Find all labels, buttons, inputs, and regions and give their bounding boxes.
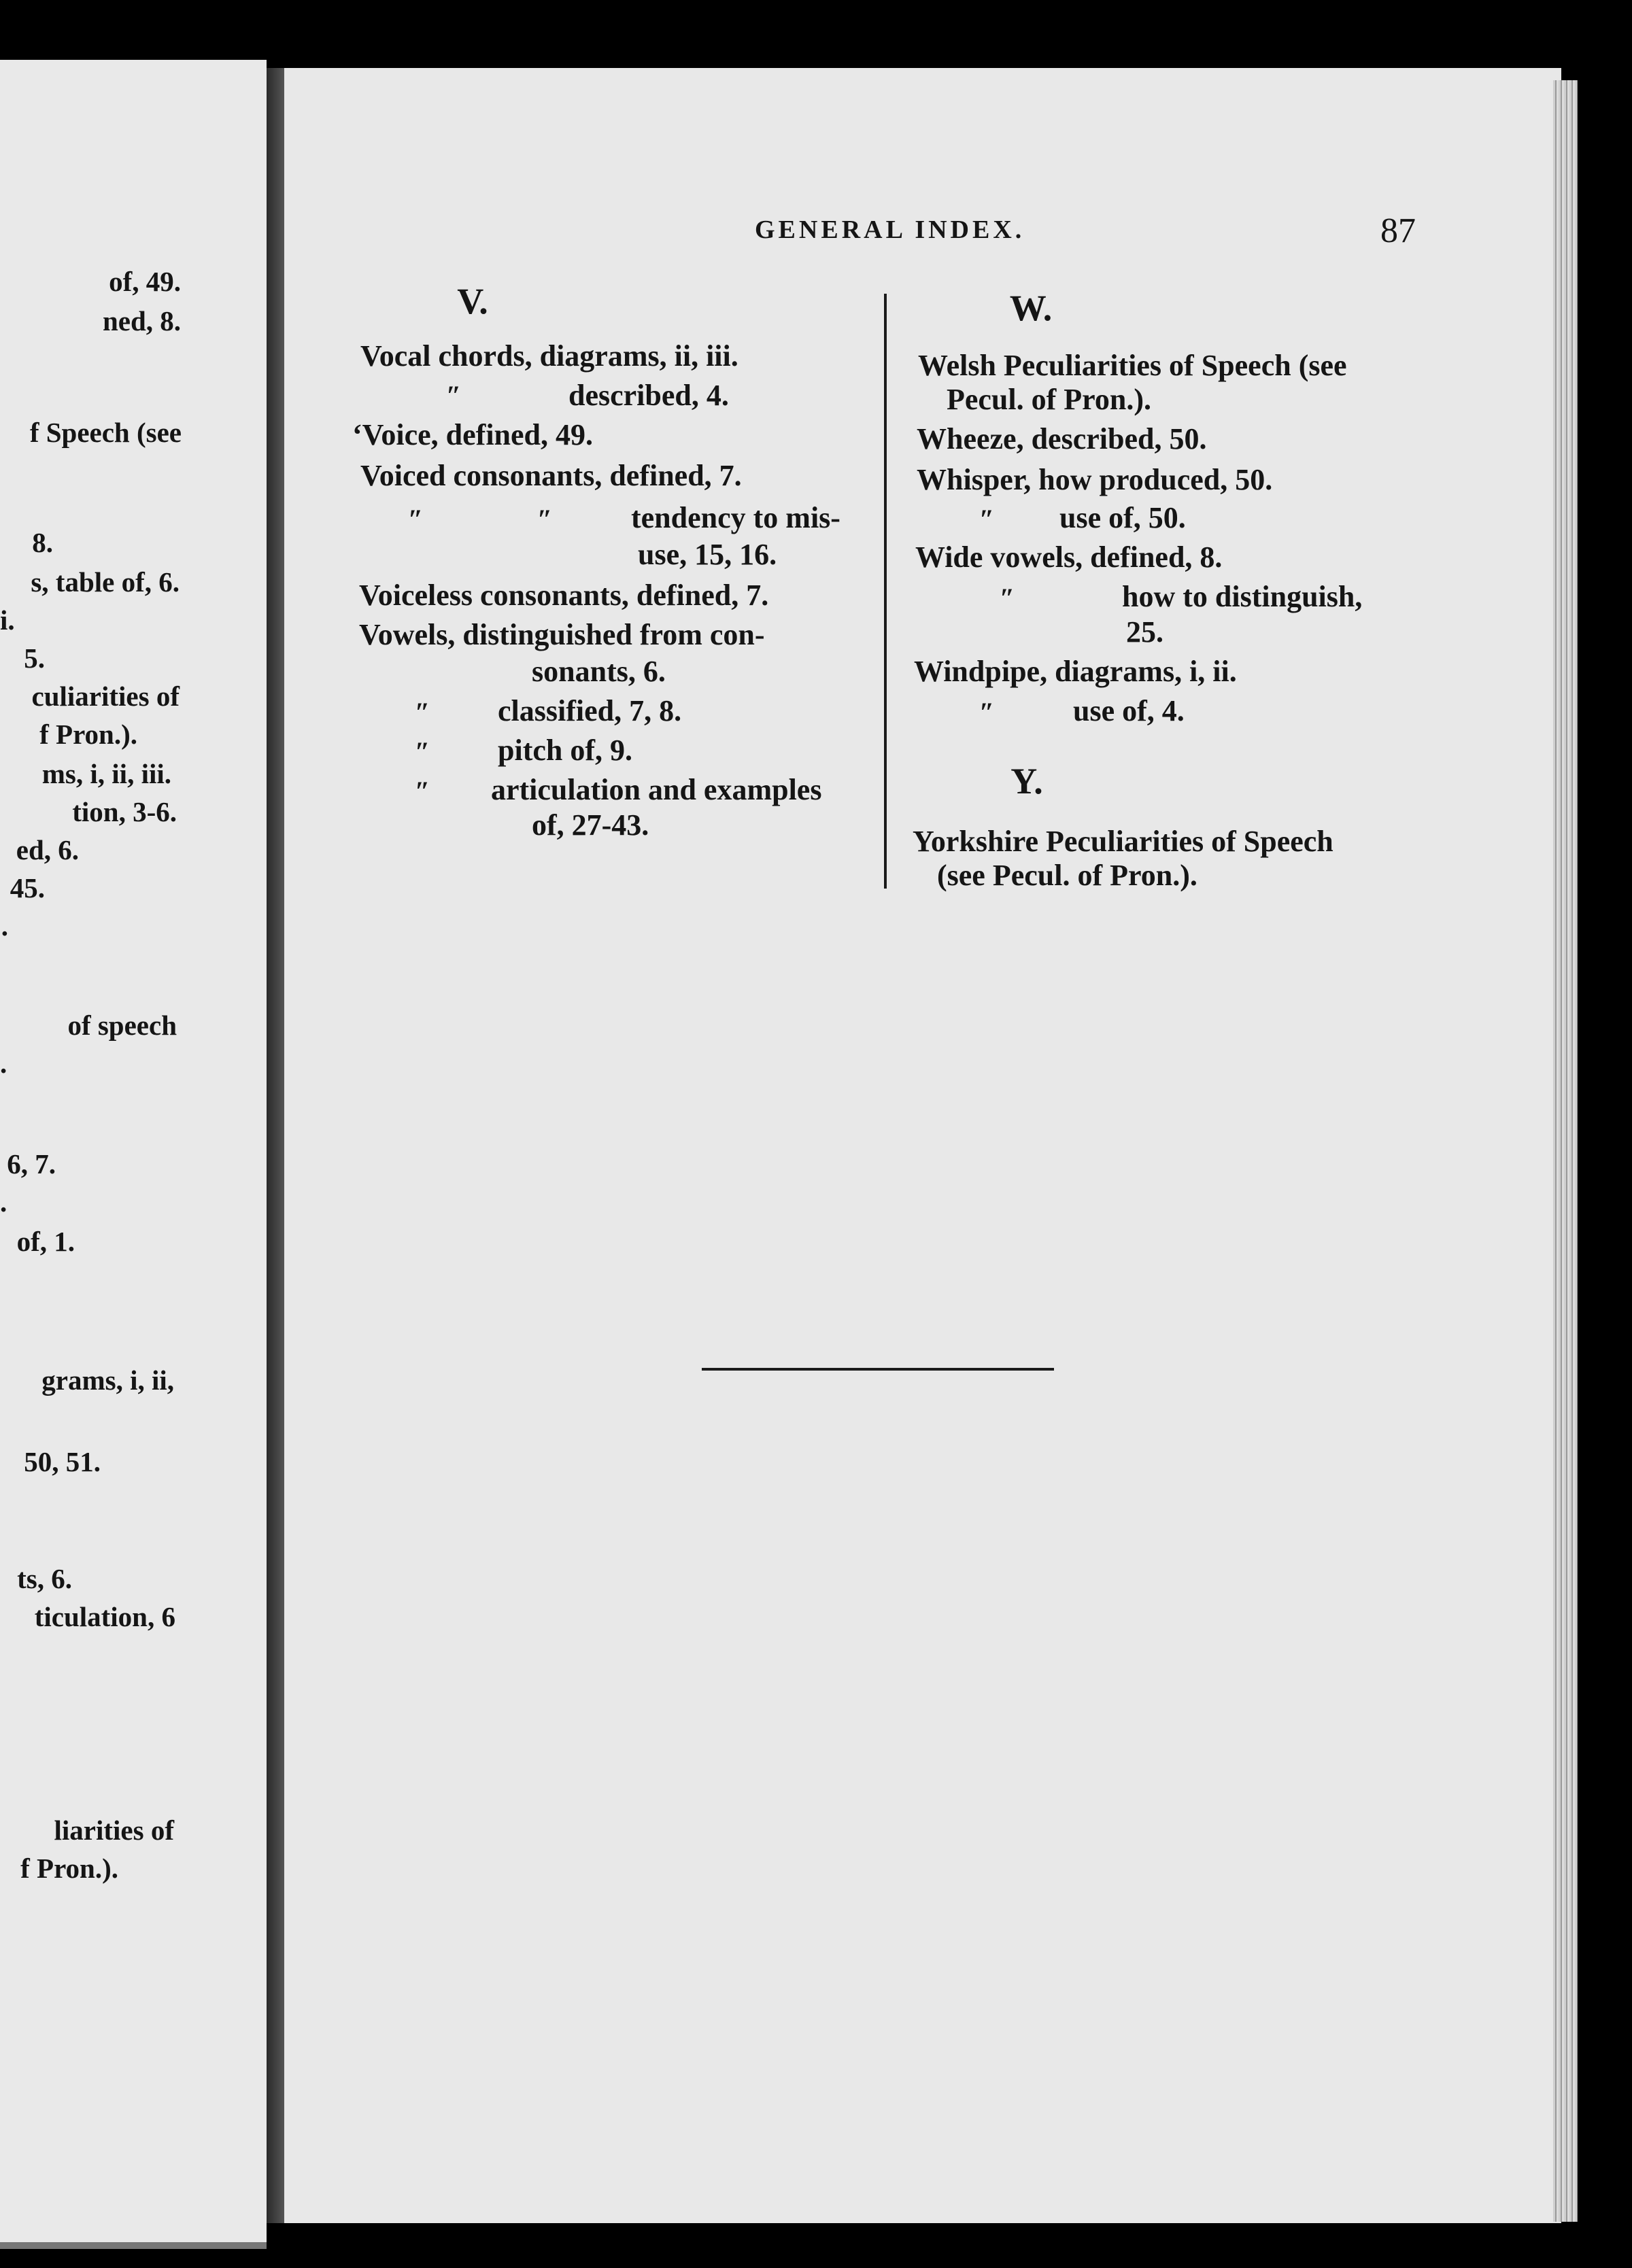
left-page-line: 8.: [32, 527, 53, 558]
left-page-line: liarities of: [54, 1815, 174, 1846]
left-page-line: tion, 3-6.: [72, 796, 177, 827]
left-page-line: f Pron.).: [39, 719, 137, 750]
index-entry: described, 4.: [568, 379, 729, 412]
left-page-line: f Pron.).: [20, 1853, 118, 1884]
index-entry: Voiced consonants, defined, 7.: [360, 459, 742, 492]
left-page-line: of, 49.: [109, 266, 181, 297]
index-entry: Yorkshire Peculiarities of Speech: [913, 825, 1333, 858]
index-entry: Voiceless consonants, defined, 7.: [359, 579, 769, 612]
index-entry: of, 27-43.: [532, 808, 649, 842]
section-letter-y: Y.: [1010, 761, 1043, 802]
ditto-mark: ″: [446, 380, 462, 411]
left-page-line: ned, 8.: [102, 305, 181, 337]
left-page-line: .: [0, 1186, 7, 1218]
index-entry: ‘Voice, defined, 49.: [352, 418, 594, 451]
index-entry: Whisper, how produced, 50.: [917, 463, 1273, 496]
index-entry: (see Pecul. of Pron.).: [937, 859, 1197, 892]
index-entry: use of, 50.: [1059, 501, 1186, 534]
index-entry: Vowels, distinguished from con-: [359, 618, 765, 651]
page-edge: [1553, 80, 1578, 2222]
end-rule: [702, 1368, 1054, 1371]
ditto-mark: ″: [415, 776, 430, 806]
section-letter-w: W.: [1009, 288, 1053, 328]
index-entry: Pecul. of Pron.).: [947, 383, 1152, 416]
ditto-mark: ″: [415, 736, 430, 767]
ditto-mark: ″: [537, 504, 553, 534]
index-entry: Windpipe, diagrams, i, ii.: [914, 655, 1237, 688]
index-entry: sonants, 6.: [532, 655, 666, 688]
left-page-line: 5.: [24, 642, 45, 674]
ditto-mark: ″: [1000, 583, 1015, 613]
ditto-mark: ″: [415, 697, 430, 727]
left-page-line: 45.: [10, 872, 45, 904]
column-divider: [884, 294, 887, 889]
section-letter-v: V.: [457, 281, 488, 322]
left-page: [0, 60, 267, 2249]
right-page: [284, 68, 1561, 2223]
index-entry: classified, 7, 8.: [498, 694, 682, 727]
left-page-line: ticulation, 6: [34, 1601, 175, 1632]
left-page-line: ms, i, ii, iii.: [41, 758, 171, 789]
index-entry: pitch of, 9.: [498, 734, 632, 767]
page-number: 87: [1380, 211, 1416, 250]
left-page-line: .: [0, 1048, 7, 1079]
index-entry: Wide vowels, defined, 8.: [915, 540, 1223, 574]
ditto-mark: ″: [979, 697, 995, 727]
left-page-line: ed, 6.: [16, 834, 79, 865]
index-entry: Wheeze, described, 50.: [917, 422, 1207, 456]
left-page-line: f Speech (see: [29, 417, 182, 448]
index-entry: articulation and examples: [491, 773, 822, 806]
index-entry: use of, 4.: [1073, 694, 1185, 727]
index-entry: 25.: [1126, 615, 1163, 649]
index-entry: Vocal chords, diagrams, ii, iii.: [360, 339, 738, 373]
left-page-line: i.: [0, 604, 15, 636]
left-page-line: of speech: [67, 1010, 177, 1041]
ditto-mark: ″: [408, 504, 424, 534]
left-page-line: grams, i, ii,: [41, 1364, 174, 1396]
left-page-line: 50, 51.: [24, 1446, 101, 1477]
left-page-line: .: [1, 910, 8, 942]
index-entry: tendency to mis-: [631, 501, 840, 534]
left-page-line: culiarities of: [31, 681, 180, 712]
left-page-line: 6, 7.: [7, 1148, 56, 1180]
left-page-line: of, 1.: [16, 1226, 75, 1257]
running-head: GENERAL INDEX.: [755, 216, 1025, 244]
index-entry: Welsh Peculiarities of Speech (see: [918, 349, 1347, 382]
left-page-line: s, table of, 6.: [31, 566, 180, 598]
ditto-mark: ″: [979, 504, 995, 534]
index-entry: how to distinguish,: [1122, 580, 1363, 613]
left-page-line: ts, 6.: [17, 1563, 72, 1594]
index-entry: use, 15, 16.: [638, 538, 777, 571]
